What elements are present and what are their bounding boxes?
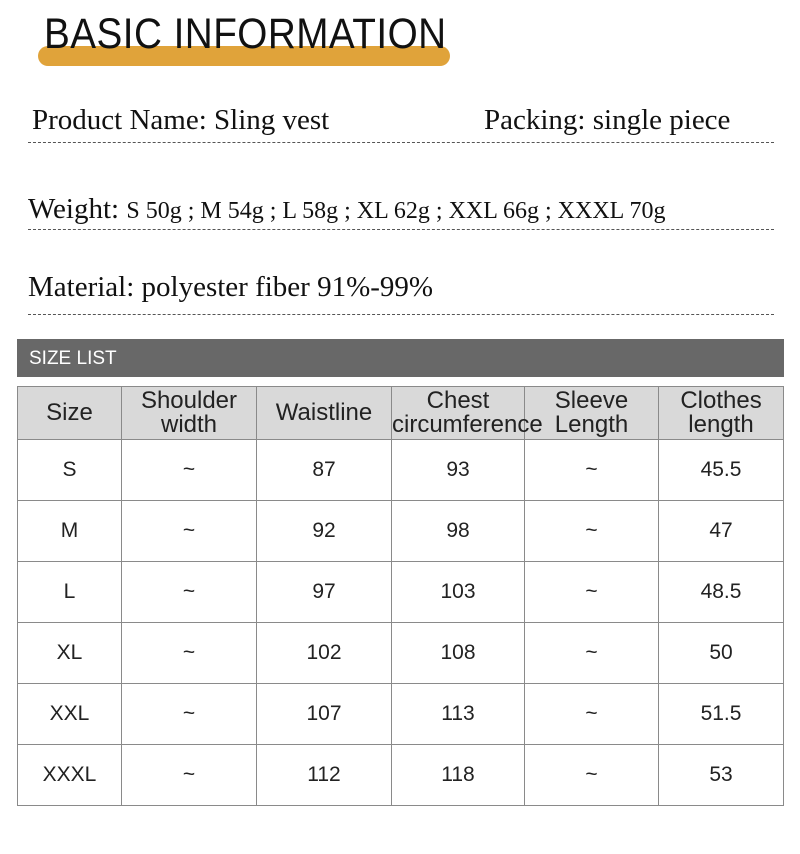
table-cell: ~ (525, 745, 659, 806)
product-name-text: Product Name: Sling vest (32, 104, 330, 136)
table-cell: ~ (122, 745, 257, 806)
table-cell: ~ (525, 684, 659, 745)
weight-label: Weight: (28, 193, 120, 225)
table-row (18, 440, 784, 501)
divider-line (28, 229, 774, 230)
table-cell: 87 (257, 440, 392, 501)
table-cell: ~ (122, 501, 257, 562)
table-cell: ~ (525, 623, 659, 684)
table-cell: S (18, 440, 122, 501)
table-cell: ~ (122, 684, 257, 745)
table-cell: 113 (392, 684, 525, 745)
page-title: BASIC INFORMATION (44, 10, 447, 58)
table-cell: 112 (257, 745, 392, 806)
divider-line (28, 142, 774, 143)
table-cell: ~ (122, 562, 257, 623)
table-cell: 48.5 (659, 562, 784, 623)
table-cell: 98 (392, 501, 525, 562)
table-cell: ~ (122, 623, 257, 684)
table-cell: 102 (257, 623, 392, 684)
table-cell: XXL (18, 684, 122, 745)
size-table (17, 386, 784, 806)
table-cell: 97 (257, 562, 392, 623)
size-list-bar (17, 339, 784, 377)
header-sleeve-length: Sleeve Length (525, 387, 659, 440)
table-cell: ~ (525, 440, 659, 501)
title-banner (38, 10, 458, 66)
table-cell: XL (18, 623, 122, 684)
table-row (18, 562, 784, 623)
packing-text: Packing: single piece (484, 104, 731, 136)
table-row (18, 684, 784, 745)
weight-values: S 50g ; M 54g ; L 58g ; XL 62g ; XXL 66g ; XXXL 70g (126, 198, 666, 224)
table-cell: 118 (392, 745, 525, 806)
table-row (18, 623, 784, 684)
table-cell: ~ (525, 501, 659, 562)
table-cell: 51.5 (659, 684, 784, 745)
table-cell: 107 (257, 684, 392, 745)
table-cell: 45.5 (659, 440, 784, 501)
table-cell: 53 (659, 745, 784, 806)
table-cell: 103 (392, 562, 525, 623)
header-waistline: Waistline (257, 387, 392, 440)
header-size: Size (18, 387, 122, 440)
table-row (18, 501, 784, 562)
header-shoulder-width: Shoulder width (122, 387, 257, 440)
table-cell: 93 (392, 440, 525, 501)
table-cell: ~ (122, 440, 257, 501)
table-cell: 92 (257, 501, 392, 562)
table-cell: 47 (659, 501, 784, 562)
header-chest-circumference: Chest circumference (392, 387, 543, 438)
material-text: Material: polyester fiber 91%-99% (28, 271, 434, 303)
header-clothes-length: Clothes length (659, 387, 784, 440)
weight-row (28, 193, 665, 226)
table-cell: ~ (525, 562, 659, 623)
table-cell: 108 (392, 623, 525, 684)
size-list-label: SIZE LIST (29, 348, 117, 369)
table-cell: XXXL (18, 745, 122, 806)
table-cell: 50 (659, 623, 784, 684)
table-cell: M (18, 501, 122, 562)
table-row (18, 745, 784, 806)
table-cell: L (18, 562, 122, 623)
divider-line (28, 314, 774, 315)
size-table-header-row (18, 387, 784, 440)
